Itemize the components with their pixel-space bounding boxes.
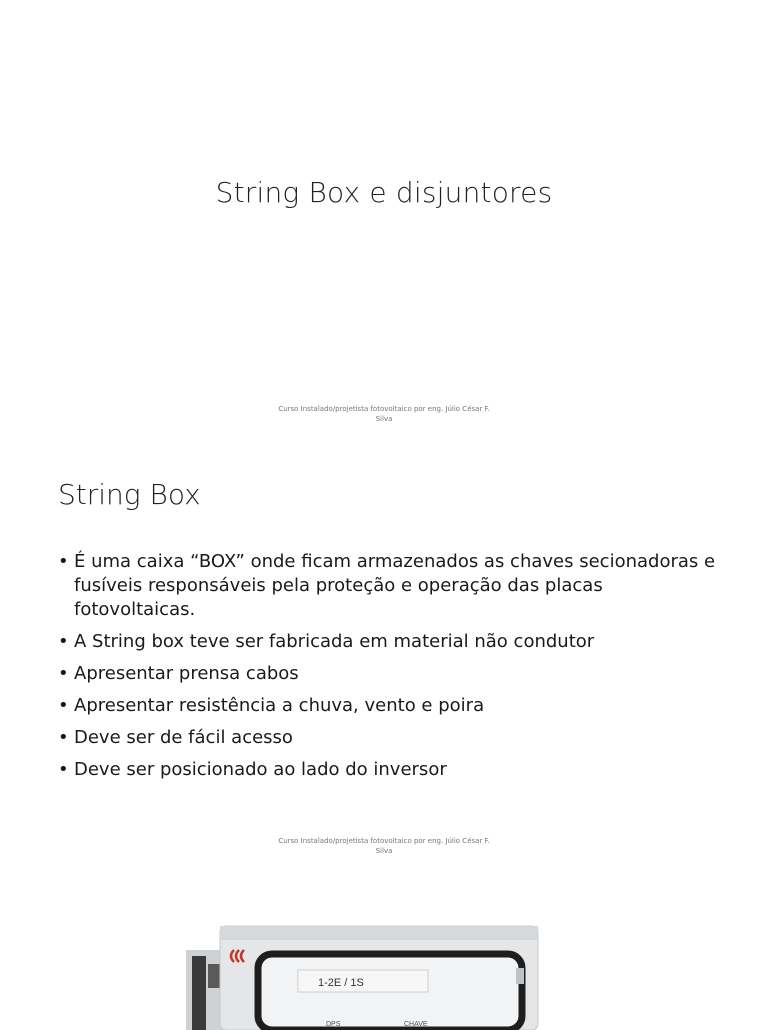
bullet-dot: • — [58, 631, 69, 652]
bullet-item — [58, 726, 718, 750]
footer-line-2: Silva — [375, 847, 393, 855]
bullet-item — [58, 630, 718, 654]
bullet-text: Apresentar resistência a chuva, vento e poira — [74, 695, 485, 716]
slide-title-text: String Box e disjuntores — [215, 176, 553, 209]
slide-heading: String Box — [58, 478, 201, 511]
bullet-dot: • — [58, 551, 69, 572]
bullet-item — [58, 662, 718, 686]
bullet-dot: • — [58, 663, 69, 684]
bullet-dot: • — [58, 727, 69, 748]
config-label: 1-2E / 1S — [318, 977, 364, 989]
bullet-text: A String box teve ser fabricada em material não condutor — [74, 631, 595, 652]
slide-footer — [250, 404, 518, 424]
bullet-item — [58, 694, 718, 718]
chave-label: CHAVE — [404, 1021, 428, 1028]
enclosure-top — [220, 926, 538, 940]
slide-string-box — [0, 432, 768, 864]
latch — [516, 968, 524, 984]
bullet-text: É uma caixa “BOX” onde ficam armazenados as chaves secionadoras e fusíveis responsáveis pela proteção e operação das placas fotovoltaicas. — [74, 551, 716, 620]
door-gasket — [192, 956, 206, 1030]
bullet-text: Deve ser posicionado ao lado do inversor — [74, 759, 447, 780]
slide-photo — [0, 864, 768, 1028]
bullet-text: Apresentar prensa cabos — [74, 663, 299, 684]
bullet-list — [58, 550, 718, 790]
bullet-text: Deve ser de fácil acesso — [74, 727, 293, 748]
string-box-photo — [186, 920, 546, 1030]
slide-title — [0, 0, 768, 432]
bullet-dot: • — [58, 759, 69, 780]
footer-line-2: Silva — [375, 415, 393, 423]
footer-line-1: Curso Instalado/projetista fotovoltaico por eng. Júlio César F. — [278, 837, 490, 845]
bullet-item — [58, 758, 718, 782]
dps-label: DPS — [326, 1021, 341, 1028]
bullet-item — [58, 550, 718, 622]
footer-line-1: Curso Instalado/projetista fotovoltaico por eng. Júlio César F. — [278, 405, 490, 413]
bullet-dot: • — [58, 695, 69, 716]
slide-footer — [250, 836, 518, 856]
